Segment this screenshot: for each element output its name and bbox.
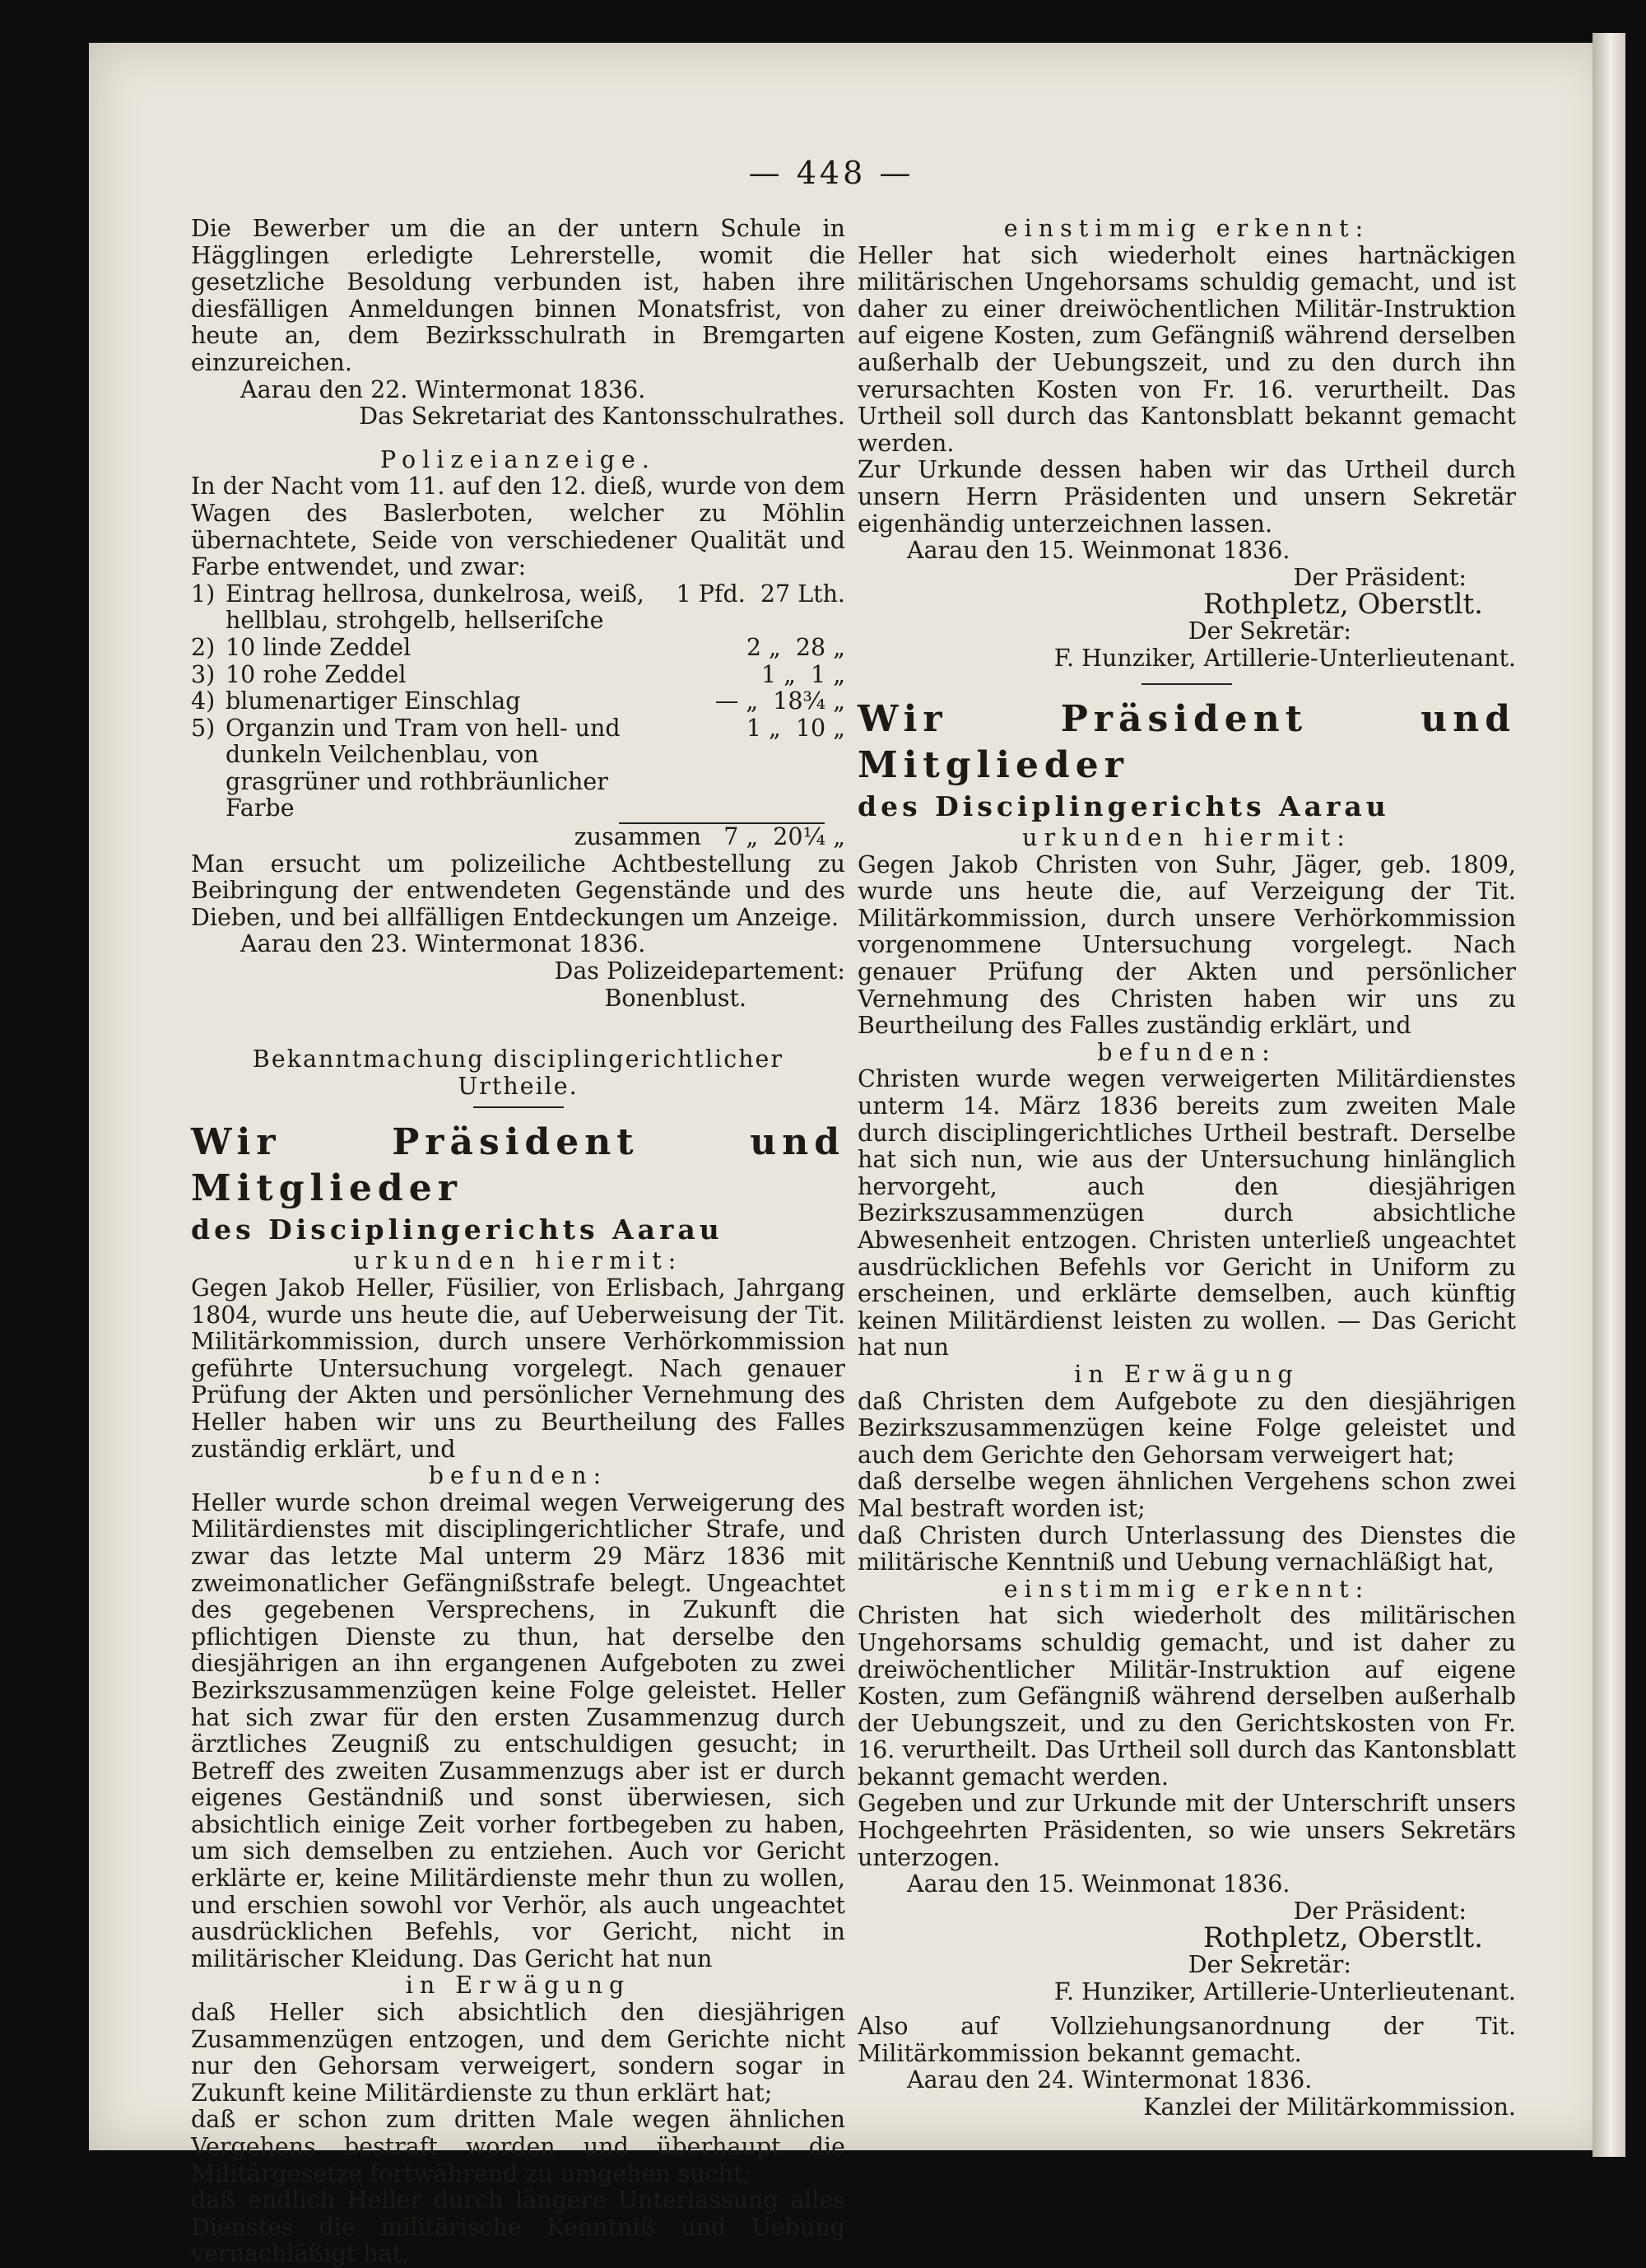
consideration-3: daß endlich Heller durch längere Unterlassung alles Dienstes die militärische Kenntniß und Uebung vernachläßigt hat,	[191, 2187, 845, 2268]
page-number: — 448 —	[748, 155, 914, 191]
list-item: 3) 10 rohe Zeddel 1 „ 1 „	[191, 660, 845, 688]
attestation-1: Zur Urkunde dessen haben wir das Urtheil durch unsern Herrn Präsidenten und unsern Sekretär eigenhändig unterzeichnen lassen.	[858, 456, 1516, 538]
divider	[1142, 683, 1232, 685]
verdict-heller: Heller hat sich wiederholt eines hartnäckigen militärischen Ungehorsams schuldig gemacht, und ist daher zu einer dreiwöchentlichen Militär-Instruktion auf eigene Kosten, zum Gefängniß während derselben außerhalb der Uebungszeit, und zu den durch ihn verursachten Kosten von Fr. 16. verurtheilt. Das Urtheil soll durch das Kantonsblatt bekannt gemacht werden.	[858, 241, 1516, 457]
consideration-1: daß Heller sich absichtlich den diesjährigen Zusammenzügen entzogen, und dem Gerichte nicht nur den Gehorsam verweigert, sondern sogar in Zukunft keine Militärdienste zu thun erklärt hat;	[191, 1999, 845, 2107]
list-item: 5) Organzin und Tram von hell- und dunkeln Veilchenblau, von grasgrüner und rothbräunlicher Farbe 1 „ 10 „	[191, 714, 845, 822]
list-item: 2) 10 linde Zeddel 2 „ 28 „	[191, 633, 845, 661]
date-3: Aarau den 24. Wintermonat 1836.	[907, 2066, 1313, 2094]
police-request: Man ersucht um polizeiliche Achtbestellung zu Beibringung der entwendeten Gegenstände und des Dieben, und bei allfälligen Entdeckungen um Anzeige.	[191, 850, 845, 931]
secretary-label: Der Sekretär:	[1188, 1951, 1351, 1979]
president-label: Der Präsident:	[1293, 563, 1467, 591]
police-title: Polizeianzeige.	[380, 445, 656, 473]
president-label: Der Präsident:	[1293, 1897, 1467, 1925]
police-signature-dept: Das Polizeidepartement:	[554, 957, 845, 985]
consideration-3: daß Christen durch Unterlassung des Dienstes die militärische Kenntniß und Uebung vernachläßigt hat,	[858, 1521, 1516, 1576]
chancellery-signature: Kanzlei der Militärkommission.	[1143, 2093, 1516, 2121]
stolen-items-list	[191, 581, 845, 851]
erwaegung-heading: in Erwägung	[405, 1972, 631, 2000]
einstimmig-heading: einstimmig erkennt:	[1003, 1575, 1370, 1603]
enforcement-note: Also auf Vollziehungsanordnung der Tit. Militärkommission bekannt gemacht.	[858, 2013, 1516, 2067]
secretary-name: F. Hunziker, Artillerie-Unterlieutenant.	[1053, 644, 1516, 672]
court-heading: Wir Präsident und Mitglieder	[191, 1121, 845, 1210]
einstimmig-heading: einstimmig erkennt:	[1003, 215, 1370, 242]
police-signature-name: Bonenblust.	[604, 984, 746, 1012]
consideration-2: daß er schon zum dritten Male wegen ähnlichen Vergehens bestraft worden und überhaupt die Militärgesetze fortwährend zu umgehen sucht;	[191, 2106, 845, 2187]
police-text: In der Nacht vom 11. auf den 12. dieß, wurde von dem Wagen des Baslerboten, welcher zu Möhlin übernachtete, Seide von verschiedener Qualität und Farbe entwendet, und zwar:	[191, 473, 845, 581]
list-item: 4) blumenartiger Einschlag — „ 18¾ „	[191, 687, 845, 715]
court-urkunden: urkunden hiermit:	[1022, 824, 1351, 852]
items-total: zusammen 7 „ 20¼ „	[574, 823, 845, 851]
court-subheading: des Disciplingerichts Aarau	[191, 1213, 723, 1246]
president-name: Rothpletz, Oberstlt.	[1202, 588, 1483, 622]
court-subheading: des Disciplingerichts Aarau	[858, 790, 1390, 823]
court-heading: Wir Präsident und Mitglieder	[858, 698, 1516, 787]
case-heller: Gegen Jakob Heller, Füsilier, von Erlisbach, Jahrgang 1804, wurde uns heute die, auf Ueberweisung der Tit. Militärkommission, durch unsere Verhörkommission geführte Untersuchung vorgelegt. Nach genauer Prüfung der Akten und persönlicher Vernehmung des Heller haben wir uns zu Beurtheilung des Falles zuständig erklärt, und	[191, 1274, 845, 1463]
consideration-2: daß derselbe wegen ähnlichen Vergehens schon zwei Mal bestraft worden ist;	[858, 1468, 1516, 1522]
finding-heller: Heller wurde schon dreimal wegen Verweigerung des Militärdienstes mit disciplingerichtlicher Strafe, und zwar das letzte Mal unterm 29 März 1836 mit zweimonatlicher Gefängnißstrafe belegt. Ungeachtet des gegebenen Versprechens, in Zukunft die pflichtigen Dienste zu thun, hat derselbe den diesjährigen an ihn ergangenen Aufgeboten zu zwei Bezirkszusammenzügen keine Folge geleistet. Heller hat sich zwar für den ersten Zusammenzug durch ärztliches Zeugniß zu entschuldigen gesucht; in Betreff des zweiten Zusammenzugs aber ist er durch eigenes Geständniß und sonst überwiesen, sich absichtlich einige Zeit vorher fortbegeben zu haben, um sich demselben zu entziehen. Auch vor Gericht erklärte er, keine Militärdienste mehr thun zu wollen, und erschien sowohl vor Verhör, als auch ungeachtet ausdrücklichen Befehls, vor Gericht, nicht in militärischer Kleidung. Das Gericht hat nun	[191, 1488, 845, 1972]
secretary-label: Der Sekretär:	[1188, 617, 1351, 645]
finding-christen: Christen wurde wegen verweigerten Militärdienstes unterm 14. März 1836 bereits zum zweiten Male durch disciplingerichtliches Urtheil bestraft. Derselbe hat sich nun, wie aus der Untersuchung hinlänglich hervorgeht, auch den diesjährigen Bezirkszusammenzügen durch absichtliche Abwesenheit entzogen. Christen unterließ ungeachtet ausdrücklichen Befehls vor Gericht in Uniform zu erscheinen, und erklärte demselben, auch künftig keinen Militärdienst leisten zu wollen. — Das Gericht hat nun	[858, 1065, 1516, 1362]
court-urkunden: urkunden hiermit:	[353, 1247, 683, 1275]
befunden-heading: befunden:	[428, 1462, 608, 1490]
right-column	[858, 216, 1516, 2121]
police-date: Aarau den 23. Wintermonat 1836.	[240, 930, 646, 958]
divider	[473, 1106, 564, 1108]
case-christen: Gegen Jakob Christen von Suhr, Jäger, geb. 1809, wurde uns heute die, auf Verzeigung der Tit. Militärkommission, durch unsere Verhörkommission vorgenommene Untersuchung vorgelegt. Nach genauer Prüfung der Akten und persönlicher Vernehmung des Christen haben wir uns zu Beurtheilung des Falles zuständig erklärt, und	[858, 850, 1516, 1040]
section-title: Bekanntmachung disciplingerichtlicher Urtheile.	[252, 1046, 784, 1100]
date-2: Aarau den 15. Weinmonat 1836.	[907, 1870, 1290, 1898]
consideration-1: daß Christen dem Aufgebote zu den diesjährigen Bezirkszusammenzügen keine Folge geleistet und auch dem Gerichte den Gehorsam verweigert hat;	[858, 1387, 1516, 1469]
left-column	[191, 216, 845, 2268]
list-item: 1) Eintrag hellrosa, dunkelrosa, weiß, hellblau, strohgelb, hellseriſche 1 Pfd. 27 Lth.	[191, 580, 845, 635]
date-1: Aarau den 15. Weinmonat 1836.	[907, 537, 1290, 565]
secretary-name: F. Hunziker, Artillerie-Unterlieutenant.	[1053, 1977, 1516, 2005]
befunden-heading: befunden:	[1097, 1038, 1276, 1066]
attestation-2: Gegeben und zur Urkunde mit der Unterschrift unsers Hochgeehrten Präsidenten, so wie unsers Sekretärs unterzogen.	[858, 1790, 1516, 1871]
book-spine	[1593, 33, 1625, 2157]
teacher-notice: Die Bewerber um die an der untern Schule in Hägglingen erledigte Lehrerstelle, womit die gesetzliche Besoldung verbunden ist, haben ihre diesfälligen Anmeldungen binnen Monatsfrist, von heute an, dem Bezirksschulrath in Bremgarten einzureichen.	[191, 215, 845, 376]
teacher-notice-signature: Das Sekretariat des Kantonsschulrathes.	[359, 403, 845, 431]
erwaegung-heading: in Erwägung	[1074, 1360, 1300, 1388]
president-name: Rothpletz, Oberstlt.	[1202, 1921, 1483, 1955]
verdict-christen: Christen hat sich wiederholt des militärischen Ungehorsams schuldig gemacht, und ist daher zu dreiwöchentlicher Militär-Instruktion auf eigene Kosten, zum Gefängniß während derselben außerhalb der Uebungszeit, und zu den Gerichtskosten von Fr. 16. verurtheilt. Das Urtheil soll durch das Kantonsblatt bekannt gemacht werden.	[858, 1602, 1516, 1791]
teacher-notice-date: Aarau den 22. Wintermonat 1836.	[240, 375, 646, 403]
